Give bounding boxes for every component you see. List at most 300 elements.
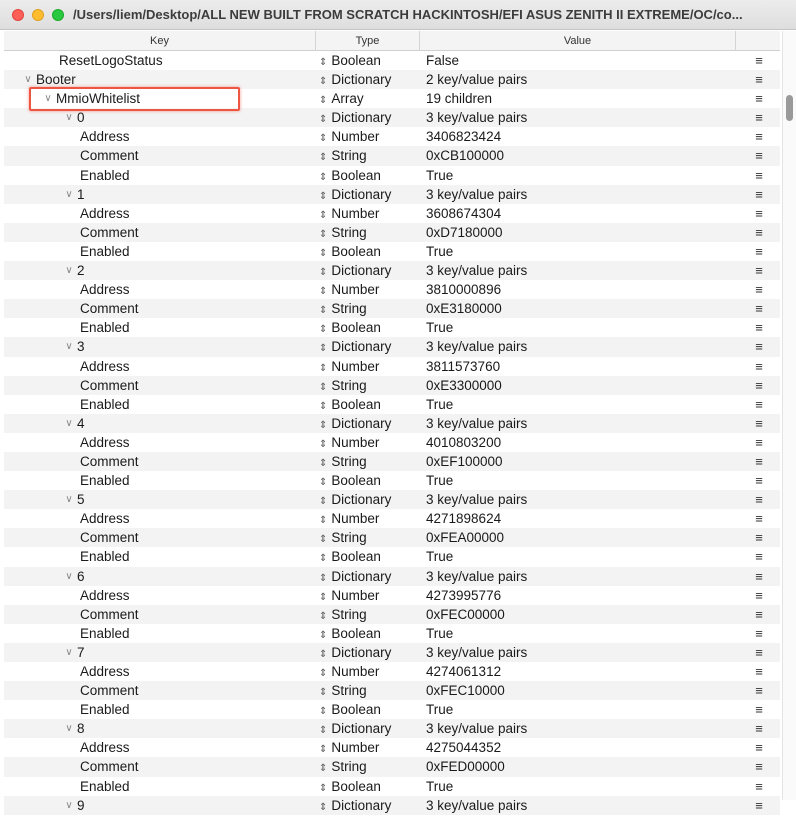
up-down-stepper-icon[interactable]: ⇕ (319, 190, 328, 202)
type-cell[interactable] (319, 471, 423, 492)
up-down-stepper-icon[interactable]: ⇕ (319, 419, 328, 431)
type-cell[interactable] (319, 280, 423, 301)
hamburger-menu-icon[interactable]: ≡ (755, 91, 763, 107)
key-cell (4, 605, 316, 624)
outline-row[interactable] (4, 89, 780, 108)
value-cell[interactable]: True (426, 625, 454, 641)
key-cell (4, 700, 316, 719)
value-cell[interactable]: 4275044352 (426, 740, 502, 756)
up-down-stepper-icon[interactable]: ⇕ (319, 171, 328, 183)
column-header-key[interactable]: Key (4, 31, 316, 51)
type-cell[interactable] (319, 433, 423, 454)
column-header-value[interactable]: Value (420, 31, 736, 51)
close-window-button[interactable] (12, 9, 24, 21)
type-cell[interactable] (319, 89, 423, 110)
hamburger-menu-icon[interactable]: ≡ (755, 778, 763, 794)
hamburger-menu-icon[interactable]: ≡ (755, 625, 763, 641)
key-label: Comment (80, 453, 139, 469)
key-cell (4, 280, 316, 299)
chevron-down-icon[interactable]: ∨ (65, 646, 73, 658)
outline-row[interactable] (4, 567, 780, 586)
value-cell[interactable]: True (426, 549, 454, 565)
key-cell (4, 299, 316, 318)
type-cell[interactable] (319, 337, 423, 358)
up-down-stepper-icon[interactable]: ⇕ (319, 725, 328, 737)
up-down-stepper-icon[interactable]: ⇕ (319, 152, 328, 164)
type-cell[interactable] (319, 509, 423, 530)
hamburger-menu-icon[interactable]: ≡ (755, 186, 763, 202)
key-label: Comment (80, 759, 139, 775)
outline-row[interactable] (4, 204, 780, 223)
type-cell[interactable] (319, 185, 423, 206)
type-label: String (331, 453, 367, 469)
outline-row[interactable] (4, 223, 780, 242)
key-cell (4, 242, 316, 261)
outline-row[interactable] (4, 586, 780, 605)
chevron-down-icon[interactable]: ∨ (65, 417, 73, 429)
key-cell (4, 185, 316, 204)
hamburger-menu-icon[interactable]: ≡ (755, 644, 763, 660)
outline-row[interactable] (4, 337, 780, 356)
chevron-down-icon[interactable]: ∨ (65, 799, 73, 811)
up-down-stepper-icon[interactable]: ⇕ (319, 228, 328, 240)
hamburger-menu-icon[interactable]: ≡ (755, 453, 763, 469)
type-label: Boolean (331, 702, 381, 718)
value-cell[interactable]: 4010803200 (426, 434, 502, 450)
key-label: Enabled (80, 243, 130, 259)
value-cell[interactable]: 0xFEC10000 (426, 683, 505, 699)
outline-row[interactable] (4, 681, 780, 700)
up-down-stepper-icon[interactable]: ⇕ (319, 610, 328, 622)
value-cell[interactable]: 3 key/value pairs (426, 568, 528, 584)
outline-row[interactable] (4, 490, 780, 509)
hamburger-menu-icon[interactable]: ≡ (755, 263, 763, 279)
type-label: Boolean (331, 396, 381, 412)
type-label: Boolean (331, 53, 381, 68)
value-cell[interactable]: False (426, 53, 460, 68)
up-down-stepper-icon[interactable]: ⇕ (319, 362, 328, 374)
chevron-down-icon[interactable]: ∨ (24, 74, 32, 86)
value-cell[interactable]: True (426, 243, 454, 259)
outline-row[interactable] (4, 605, 780, 624)
value-cell[interactable]: True (426, 396, 454, 412)
type-cell[interactable] (319, 719, 423, 740)
outline-row[interactable] (4, 662, 780, 681)
key-label: Address (80, 511, 130, 527)
hamburger-menu-icon[interactable]: ≡ (755, 568, 763, 584)
hamburger-menu-icon[interactable]: ≡ (755, 473, 763, 489)
type-cell[interactable] (319, 299, 423, 320)
type-cell[interactable] (319, 166, 423, 187)
type-cell[interactable] (319, 452, 423, 473)
type-label: Number (331, 511, 380, 527)
outline-row[interactable] (4, 738, 780, 757)
type-cell[interactable] (319, 777, 423, 798)
value-cell[interactable]: True (426, 702, 454, 718)
hamburger-menu-icon[interactable]: ≡ (755, 664, 763, 679)
value-cell[interactable]: 3 key/value pairs (426, 186, 528, 202)
key-cell (4, 643, 316, 662)
hamburger-menu-icon[interactable]: ≡ (755, 511, 763, 527)
up-down-stepper-icon[interactable]: ⇕ (319, 247, 328, 259)
value-cell[interactable]: 0xE3300000 (426, 377, 502, 393)
hamburger-menu-icon[interactable]: ≡ (755, 129, 763, 145)
up-down-stepper-icon[interactable]: ⇕ (319, 76, 328, 88)
key-cell (4, 681, 316, 700)
value-cell[interactable]: 3 key/value pairs (426, 721, 528, 737)
type-cell[interactable] (319, 586, 423, 607)
up-down-stepper-icon[interactable]: ⇕ (319, 744, 328, 756)
up-down-stepper-icon[interactable]: ⇕ (319, 57, 328, 68)
hamburger-menu-icon[interactable]: ≡ (755, 320, 763, 336)
value-cell[interactable]: 0xFEA00000 (426, 530, 505, 546)
value-cell[interactable]: True (426, 778, 454, 794)
up-down-stepper-icon[interactable]: ⇕ (319, 515, 328, 527)
key-label: Address (80, 129, 130, 145)
key-label: Address (80, 205, 130, 221)
hamburger-menu-icon[interactable]: ≡ (755, 339, 763, 355)
type-cell[interactable] (319, 567, 423, 588)
type-cell[interactable] (319, 70, 423, 91)
outline-row[interactable] (4, 166, 780, 185)
type-label: Number (331, 205, 380, 221)
key-label: 5 (77, 492, 85, 508)
key-label: Comment (80, 224, 139, 240)
minimize-window-button[interactable] (32, 9, 44, 21)
chevron-down-icon[interactable]: ∨ (65, 570, 73, 582)
outline-row[interactable] (4, 395, 780, 414)
key-label: Comment (80, 530, 139, 546)
hamburger-menu-icon[interactable]: ≡ (755, 415, 763, 431)
type-label: Number (331, 664, 380, 679)
key-label: Enabled (80, 625, 130, 641)
up-down-stepper-icon[interactable]: ⇕ (319, 572, 328, 584)
key-label: Enabled (80, 320, 130, 336)
hamburger-menu-icon[interactable]: ≡ (755, 549, 763, 565)
hamburger-menu-icon[interactable]: ≡ (755, 797, 763, 813)
key-label: Comment (80, 301, 139, 317)
type-cell[interactable] (319, 357, 423, 378)
key-cell (4, 547, 316, 566)
type-cell[interactable] (319, 700, 423, 721)
outline-row[interactable] (4, 509, 780, 528)
type-cell[interactable] (319, 146, 423, 167)
outline-row[interactable] (4, 700, 780, 719)
up-down-stepper-icon[interactable]: ⇕ (319, 629, 328, 641)
up-down-stepper-icon[interactable]: ⇕ (319, 687, 328, 699)
key-cell (4, 777, 316, 796)
type-label: Number (331, 740, 380, 756)
outline-row[interactable] (4, 376, 780, 395)
type-cell[interactable] (319, 204, 423, 225)
key-label: Enabled (80, 778, 130, 794)
hamburger-menu-icon[interactable]: ≡ (755, 53, 763, 68)
key-cell (4, 414, 316, 433)
type-label: String (331, 530, 367, 546)
type-label: String (331, 148, 367, 164)
up-down-stepper-icon[interactable]: ⇕ (319, 496, 328, 508)
key-cell (4, 452, 316, 471)
type-cell[interactable] (319, 242, 423, 263)
value-cell[interactable]: 3608674304 (426, 205, 502, 221)
key-label: Enabled (80, 702, 130, 718)
hamburger-menu-icon[interactable]: ≡ (755, 683, 763, 699)
type-cell[interactable] (319, 605, 423, 626)
value-cell[interactable]: 3 key/value pairs (426, 644, 528, 660)
value-cell[interactable]: 4273995776 (426, 587, 502, 603)
type-label: Dictionary (331, 263, 392, 279)
type-label: String (331, 759, 367, 775)
key-label: Booter (36, 72, 76, 88)
key-cell (4, 796, 316, 815)
hamburger-menu-icon[interactable]: ≡ (755, 434, 763, 450)
key-cell (4, 757, 316, 776)
type-cell[interactable] (319, 395, 423, 416)
up-down-stepper-icon[interactable]: ⇕ (319, 343, 328, 355)
value-cell[interactable]: 3 key/value pairs (426, 415, 528, 431)
outline-row[interactable] (4, 471, 780, 490)
chevron-down-icon[interactable]: ∨ (65, 188, 73, 200)
key-label: Address (80, 358, 130, 374)
hamburger-menu-icon[interactable]: ≡ (755, 721, 763, 737)
column-header-type[interactable]: Type (316, 31, 420, 51)
type-label: Boolean (331, 549, 381, 565)
key-cell (4, 204, 316, 223)
type-label: Dictionary (331, 186, 392, 202)
type-label: Array (331, 91, 364, 107)
hamburger-menu-icon[interactable]: ≡ (755, 396, 763, 412)
outline-row[interactable] (4, 624, 780, 643)
value-cell[interactable]: 0xCB100000 (426, 148, 505, 164)
type-cell[interactable] (319, 127, 423, 148)
outline-row[interactable] (4, 261, 780, 280)
zoom-window-button[interactable] (52, 9, 64, 21)
outline-row[interactable] (4, 146, 780, 165)
key-label: ResetLogoStatus (59, 53, 163, 68)
up-down-stepper-icon[interactable]: ⇕ (319, 477, 328, 489)
hamburger-menu-icon[interactable]: ≡ (755, 167, 763, 183)
value-cell[interactable]: 0xFED00000 (426, 759, 505, 775)
chevron-down-icon[interactable]: ∨ (65, 494, 73, 506)
value-cell[interactable]: 3 key/value pairs (426, 492, 528, 508)
type-label: Number (331, 358, 380, 374)
type-label: Boolean (331, 167, 381, 183)
value-cell[interactable]: 0xE3180000 (426, 301, 502, 317)
outline-row[interactable] (4, 51, 780, 70)
type-cell[interactable] (319, 624, 423, 645)
window-title: /Users/liem/Desktop/ALL NEW BUILT FROM SCRATCH HACKINTOSH/EFI ASUS ZENITH II EXTREME/OC/co... (73, 7, 743, 22)
chevron-down-icon[interactable]: ∨ (65, 341, 73, 353)
hamburger-menu-icon[interactable]: ≡ (755, 243, 763, 259)
key-cell (4, 567, 316, 586)
key-cell (4, 318, 316, 337)
type-cell[interactable] (319, 490, 423, 511)
value-cell[interactable]: 3 key/value pairs (426, 263, 528, 279)
up-down-stepper-icon[interactable]: ⇕ (319, 95, 328, 107)
hamburger-menu-icon[interactable]: ≡ (755, 301, 763, 317)
value-cell[interactable]: 3811573760 (426, 358, 501, 374)
outline-row[interactable] (4, 414, 780, 433)
key-cell (4, 70, 316, 89)
hamburger-menu-icon[interactable]: ≡ (755, 702, 763, 718)
key-cell (4, 624, 316, 643)
outline-row[interactable] (4, 299, 780, 318)
key-label: Enabled (80, 396, 130, 412)
type-cell[interactable] (319, 318, 423, 339)
value-cell[interactable]: 19 children (426, 91, 493, 107)
up-down-stepper-icon[interactable]: ⇕ (319, 648, 328, 660)
value-cell[interactable]: True (426, 320, 454, 336)
type-cell[interactable] (319, 261, 423, 282)
up-down-stepper-icon[interactable]: ⇕ (319, 763, 328, 775)
key-cell (4, 662, 316, 681)
hamburger-menu-icon[interactable]: ≡ (755, 205, 763, 221)
type-label: Dictionary (331, 721, 392, 737)
up-down-stepper-icon[interactable]: ⇕ (319, 534, 328, 546)
up-down-stepper-icon[interactable]: ⇕ (319, 457, 328, 469)
hamburger-menu-icon[interactable]: ≡ (755, 740, 763, 756)
up-down-stepper-icon[interactable]: ⇕ (319, 267, 328, 279)
type-label: String (331, 377, 367, 393)
key-label: Comment (80, 683, 139, 699)
type-label: String (331, 606, 367, 622)
value-cell[interactable]: 3 key/value pairs (426, 339, 528, 355)
up-down-stepper-icon[interactable]: ⇕ (319, 286, 328, 298)
chevron-down-icon[interactable]: ∨ (65, 265, 73, 277)
value-cell[interactable]: 2 key/value pairs (426, 72, 528, 88)
up-down-stepper-icon[interactable]: ⇕ (319, 553, 328, 565)
value-cell[interactable]: 0xEF100000 (426, 453, 503, 469)
outline-row[interactable] (4, 547, 780, 566)
type-cell[interactable] (319, 547, 423, 568)
hamburger-menu-icon[interactable]: ≡ (755, 530, 763, 546)
type-cell[interactable] (319, 681, 423, 702)
outline-row[interactable] (4, 242, 780, 261)
type-cell[interactable] (319, 376, 423, 397)
outline-row[interactable] (4, 452, 780, 471)
outline-row[interactable] (4, 796, 780, 815)
value-cell[interactable]: 0xFEC00000 (426, 606, 505, 622)
key-label: Comment (80, 606, 139, 622)
key-cell (4, 528, 316, 547)
outline-row[interactable] (4, 185, 780, 204)
type-cell[interactable] (319, 796, 423, 817)
up-down-stepper-icon[interactable]: ⇕ (319, 438, 328, 450)
value-cell[interactable]: 3810000896 (426, 282, 502, 298)
key-label: 2 (77, 263, 85, 279)
value-cell[interactable]: True (426, 473, 454, 489)
hamburger-menu-icon[interactable]: ≡ (755, 148, 763, 164)
outline-row[interactable] (4, 70, 780, 89)
outline-row[interactable] (4, 433, 780, 452)
type-label: Boolean (331, 473, 381, 489)
outline-row[interactable] (4, 757, 780, 776)
up-down-stepper-icon[interactable]: ⇕ (319, 801, 328, 813)
hamburger-menu-icon[interactable]: ≡ (755, 606, 763, 622)
value-cell[interactable]: 4271898624 (426, 511, 502, 527)
value-cell[interactable]: 3 key/value pairs (426, 797, 528, 813)
type-cell[interactable] (319, 223, 423, 244)
up-down-stepper-icon[interactable]: ⇕ (319, 324, 328, 336)
up-down-stepper-icon[interactable]: ⇕ (319, 400, 328, 412)
type-cell[interactable] (319, 738, 423, 759)
outline-row[interactable] (4, 719, 780, 738)
value-cell[interactable]: True (426, 167, 454, 183)
type-cell[interactable] (319, 643, 423, 664)
scrollbar-thumb[interactable] (786, 95, 793, 121)
type-cell[interactable] (319, 757, 423, 778)
key-cell (4, 357, 316, 376)
value-cell[interactable]: 0xD7180000 (426, 224, 503, 240)
hamburger-menu-icon[interactable]: ≡ (755, 759, 763, 775)
outline-row[interactable] (4, 643, 780, 662)
type-cell[interactable] (319, 108, 423, 129)
key-cell (4, 337, 316, 356)
type-label: Dictionary (331, 797, 392, 813)
hamburger-menu-icon[interactable]: ≡ (755, 282, 763, 298)
hamburger-menu-icon[interactable]: ≡ (755, 72, 763, 88)
outline-row[interactable] (4, 108, 780, 127)
up-down-stepper-icon[interactable]: ⇕ (319, 114, 328, 126)
key-cell (4, 51, 316, 70)
type-cell[interactable] (319, 528, 423, 549)
type-cell[interactable] (319, 662, 423, 683)
chevron-down-icon[interactable]: ∨ (65, 723, 73, 735)
outline-row[interactable] (4, 357, 780, 376)
chevron-down-icon[interactable]: ∨ (65, 112, 73, 124)
value-cell[interactable]: 3 key/value pairs (426, 110, 528, 126)
key-cell (4, 586, 316, 605)
vertical-scrollbar[interactable] (782, 31, 796, 800)
key-cell (4, 471, 316, 490)
up-down-stepper-icon[interactable]: ⇕ (319, 706, 328, 718)
key-label: Comment (80, 148, 139, 164)
up-down-stepper-icon[interactable]: ⇕ (319, 381, 328, 393)
type-label: Dictionary (331, 492, 392, 508)
chevron-down-icon[interactable]: ∨ (44, 93, 52, 105)
hamburger-menu-icon[interactable]: ≡ (755, 492, 763, 508)
hamburger-menu-icon[interactable]: ≡ (755, 224, 763, 240)
type-cell[interactable] (319, 414, 423, 435)
hamburger-menu-icon[interactable]: ≡ (755, 377, 763, 393)
value-cell[interactable]: 4274061312 (426, 664, 502, 679)
hamburger-menu-icon[interactable]: ≡ (755, 358, 763, 374)
type-cell[interactable] (319, 51, 423, 72)
type-label: Number (331, 282, 380, 298)
key-cell (4, 490, 316, 509)
type-label: Number (331, 129, 380, 145)
up-down-stepper-icon[interactable]: ⇕ (319, 782, 328, 794)
outline-row[interactable] (4, 127, 780, 146)
up-down-stepper-icon[interactable]: ⇕ (319, 209, 328, 221)
key-label: 0 (77, 110, 85, 126)
outline-row[interactable] (4, 777, 780, 796)
key-label: Enabled (80, 473, 130, 489)
up-down-stepper-icon[interactable]: ⇕ (319, 305, 328, 317)
outline-row[interactable] (4, 280, 780, 299)
value-cell[interactable]: 3406823424 (426, 129, 502, 145)
up-down-stepper-icon[interactable]: ⇕ (319, 591, 328, 603)
hamburger-menu-icon[interactable]: ≡ (755, 110, 763, 126)
up-down-stepper-icon[interactable]: ⇕ (319, 668, 328, 679)
type-label: String (331, 224, 367, 240)
up-down-stepper-icon[interactable]: ⇕ (319, 133, 328, 145)
hamburger-menu-icon[interactable]: ≡ (755, 587, 763, 603)
key-label: 6 (77, 568, 85, 584)
outline-row[interactable] (4, 528, 780, 547)
outline-row[interactable] (4, 318, 780, 337)
key-label: Address (80, 282, 130, 298)
